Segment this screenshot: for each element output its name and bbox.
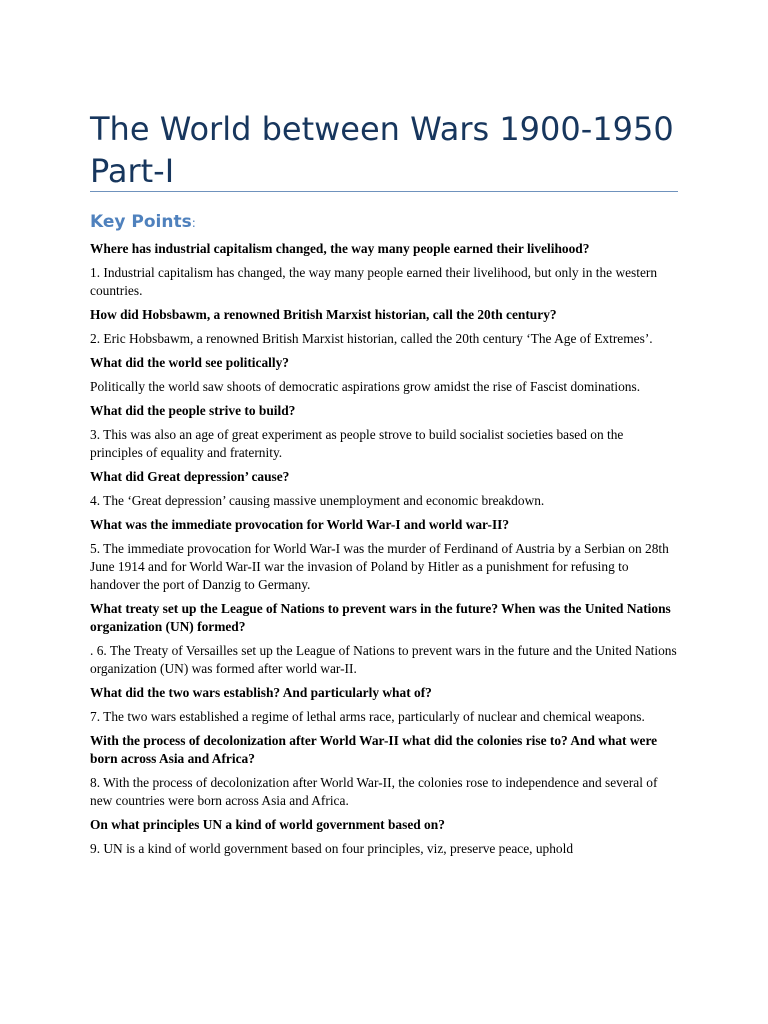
- question-1: Where has industrial capitalism changed, the way many people earned their livelihood?: [90, 241, 590, 256]
- key-points-heading-text: Key Points: [90, 212, 192, 232]
- question-9: With the process of decolonization after World War-II what did the colonies rise to? And what were born across Asia and Africa?: [90, 733, 658, 766]
- question-7: What treaty set up the League of Nations to prevent wars in the future? When was the United Nations organization (UN) formed?: [90, 601, 671, 634]
- answer-3: Politically the world saw shoots of democratic aspirations grow amidst the rise of Fascist dominations.: [90, 379, 641, 394]
- question-8: What did the two wars establish? And particularly what of?: [90, 685, 432, 700]
- answer-5: 4. The ‘Great depression’ causing massive unemployment and economic breakdown.: [90, 493, 545, 508]
- answer-8: 7. The two wars established a regime of lethal arms race, particularly of nuclear and chemical weapons.: [90, 709, 645, 724]
- title-divider: [90, 191, 678, 192]
- question-6: What was the immediate provocation for World War-I and world war-II?: [90, 517, 510, 532]
- answer-2: 2. Eric Hobsbawm, a renowned British Marxist historian, called the 20th century ‘The Age of Extremes’.: [90, 331, 653, 346]
- question-10: On what principles UN a kind of world government based on?: [90, 817, 445, 832]
- answer-10: 9. UN is a kind of world government based on four principles, viz, preserve peace, uphold: [90, 841, 574, 856]
- qa-list: [90, 240, 678, 864]
- answer-7: . 6. The Treaty of Versailles set up the League of Nations to prevent wars in the future and the United Nations organization (UN) was formed after world war-II.: [90, 643, 677, 676]
- answer-9: 8. With the process of decolonization after World War-II, the colonies rose to independence and several of new countries were born across Asia and Africa.: [90, 775, 658, 808]
- answer-6: 5. The immediate provocation for World War-I was the murder of Ferdinand of Austria by a Serbian on 28th June 1914 and for World War-II war the invasion of Poland by Hitler as a punishment for refusing to handover the port of Danzig to Germany.: [90, 541, 669, 592]
- answer-1: 1. Industrial capitalism has changed, the way many people earned their livelihood, but only in the western countries.: [90, 265, 658, 298]
- document-title: The World between Wars 1900-1950 Part-I: [90, 110, 674, 190]
- question-3: What did the world see politically?: [90, 355, 290, 370]
- question-2: How did Hobsbawm, a renowned British Marxist historian, call the 20th century?: [90, 307, 557, 322]
- question-5: What did Great depression’ cause?: [90, 469, 290, 484]
- answer-4: 3. This was also an age of great experiment as people strove to build socialist societies based on the principles of equality and fraternity.: [90, 427, 624, 460]
- key-points-colon: :: [191, 216, 196, 230]
- question-4: What did the people strive to build?: [90, 403, 296, 418]
- key-points-heading: [90, 211, 196, 234]
